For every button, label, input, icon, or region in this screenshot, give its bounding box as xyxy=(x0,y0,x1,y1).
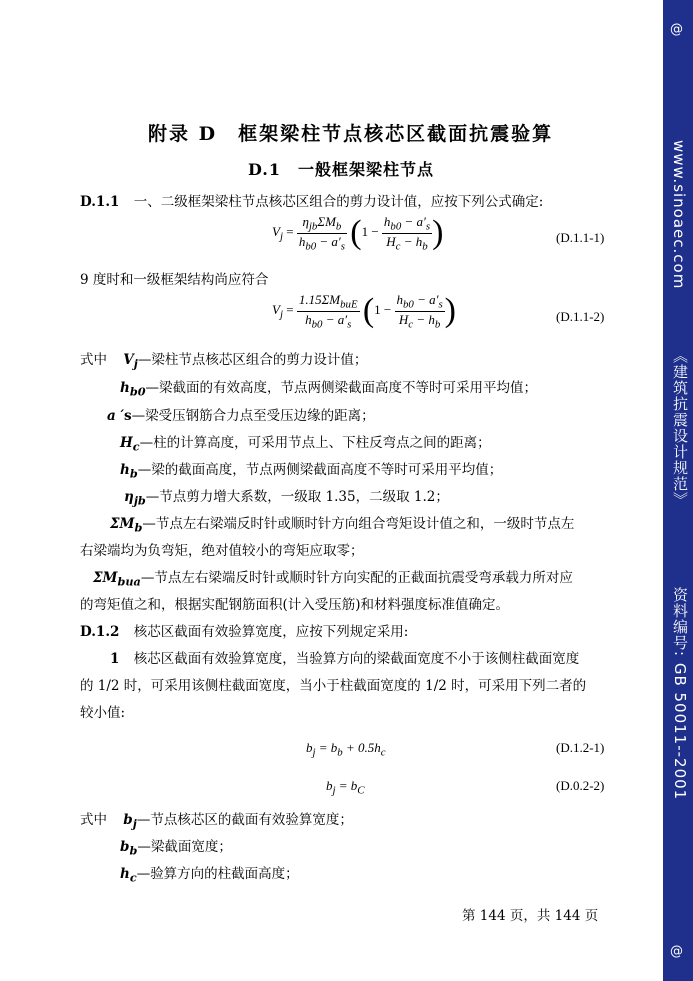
eq-var: b xyxy=(326,778,333,793)
inner-num-minus: − a′ xyxy=(413,292,439,307)
equation-number: (D.1.1-1) xyxy=(556,230,605,245)
doc-code-text: 资料编号: GB 50011--2001 xyxy=(671,587,689,801)
inner-one: 1 − xyxy=(374,302,392,318)
inner-den-minus: − h xyxy=(413,311,435,327)
den-minus: − a′ xyxy=(316,233,341,249)
eq-mid: = b xyxy=(315,740,338,755)
def-symbol-sub: b xyxy=(129,466,138,481)
def-bb xyxy=(120,839,232,859)
coef: 1.15ΣM xyxy=(298,292,341,307)
den-sub: b0 xyxy=(311,318,323,331)
section-title: D.1 一般框架梁柱节点 xyxy=(248,160,435,179)
inner-den-sub: c xyxy=(408,318,414,331)
item-1-line1 xyxy=(110,651,579,667)
def-hb0 xyxy=(120,380,537,400)
eq-sub: C xyxy=(357,784,365,797)
eq-sub: b xyxy=(337,746,343,759)
clause-text: 一、二级框架梁柱节点核芯区组合的剪力设计值，应按下列公式确定: xyxy=(133,194,544,210)
equation-number: (D.1.2-1) xyxy=(556,740,605,755)
def-symbol-sub: j xyxy=(133,356,138,371)
website-text: www.sinoaec.com xyxy=(670,140,688,290)
def-bj xyxy=(80,812,353,832)
clause-text: 核芯区截面有效验算宽度，应按下列规定采用: xyxy=(133,624,409,640)
formula-lhs-sub: j xyxy=(279,230,283,243)
inner-fraction xyxy=(382,214,432,252)
def-symbol-sub: b xyxy=(129,843,138,858)
sum-sub: b xyxy=(335,220,342,233)
def-smbua xyxy=(93,570,573,590)
inner-num-sub: b0 xyxy=(390,220,402,233)
inner-num-sub: b0 xyxy=(403,298,414,311)
inner-num-minus-sub: s xyxy=(425,220,431,233)
inner-num-minus: − a′ xyxy=(401,214,426,229)
def-eta xyxy=(124,489,449,509)
where-label: 式中 xyxy=(80,812,107,828)
clause-number: D.1.2 xyxy=(80,624,120,640)
coef-sub: buE xyxy=(340,298,358,311)
formula-fraction xyxy=(297,214,347,252)
def-text: —梁截面的有效高度，节点两侧梁截面高度不等时可采用平均值； xyxy=(145,380,538,396)
formula-d111-1: $V_j$ = $\frac{\eta_{jb}\Sigma M_b}{h_{b0} - a'_s}$ (1 − $\frac{h_{b0} - a'_s}{H_c - h_b}$ ) xyxy=(272,214,444,253)
def-symbol: ΣM xyxy=(110,516,135,532)
eq-sub: j xyxy=(312,746,316,759)
def-symbol: b xyxy=(120,839,130,855)
inner-num-minus-sub: s xyxy=(438,298,443,311)
inner-fraction xyxy=(395,292,445,330)
doc-title-text: 《建筑抗震设计规范》 xyxy=(671,348,689,508)
nine-degree-text: 9 度时和一级框架结构尚应符合 xyxy=(80,272,269,288)
def-symbol: h xyxy=(120,866,130,882)
den-minus-sub: s xyxy=(340,240,345,253)
bottom-mark: @ xyxy=(670,944,683,959)
formula-d111-2: $V_j$ = $\frac{1.15\Sigma M_{buE}}{h_{b0} - a'_s}$ (1 − $\frac{h_{b0} - a'_s}{H_c - h_b}$ ) xyxy=(272,292,456,331)
def-text: —节点左右梁端反时针或顺时针方向组合弯矩设计值之和，一级时节点左 xyxy=(142,516,575,532)
def-smb-cont: 右梁端均为负弯矩，绝对值较小的弯矩应取零； xyxy=(80,543,364,559)
sum-text: ΣM xyxy=(317,214,336,229)
def-text: —梁柱节点核芯区组合的剪力设计值； xyxy=(137,352,368,368)
def-text: —梁的截面高度，节点两侧梁截面高度不等时可采用平均值； xyxy=(137,462,503,478)
def-hc xyxy=(120,435,491,455)
def-symbol-sub: b xyxy=(134,520,143,535)
def-symbol: ΣM xyxy=(93,570,118,586)
def-symbol: b xyxy=(123,812,133,828)
inner-num: h xyxy=(396,292,403,307)
def-text: —节点核芯区的截面有效验算宽度； xyxy=(136,812,353,828)
def-symbol-sub: b0 xyxy=(129,384,146,399)
formula-d112-1 xyxy=(306,740,386,759)
item-number: 1 xyxy=(110,651,120,667)
formula-lhs: V xyxy=(272,224,280,240)
coef-num: η xyxy=(302,214,309,229)
formula-lhs: V xyxy=(272,302,280,318)
den-minus-sub: s xyxy=(347,318,352,331)
def-symbol: H xyxy=(120,435,133,451)
eq-mid: = b xyxy=(335,778,358,793)
den: h xyxy=(298,233,306,249)
def-vj xyxy=(80,352,367,372)
inner-den-minus-sub: b xyxy=(422,240,428,253)
inner-one: 1 − xyxy=(361,224,379,240)
def-smb xyxy=(110,516,574,536)
inner-den: H xyxy=(386,233,396,249)
clause-number: D.1.1 xyxy=(80,194,120,210)
inner-den: H xyxy=(398,311,409,327)
clause-d111 xyxy=(80,194,543,210)
coef-num-sub: jb xyxy=(308,220,318,233)
eq-tail: + 0.5h xyxy=(342,740,381,755)
def-text: —验算方向的柱截面高度； xyxy=(136,866,299,882)
formula-fraction xyxy=(297,292,360,330)
def-symbol-sub: j xyxy=(132,816,137,831)
def-symbol: V xyxy=(123,352,134,368)
eq-var: b xyxy=(306,740,313,755)
def-symbol-sub: s xyxy=(124,408,132,424)
def-text: —梁受压钢筋合力点至受压边缘的距离； xyxy=(131,408,375,424)
inner-den-sub: c xyxy=(395,240,401,253)
formula-d022 xyxy=(326,778,365,797)
inner-den-minus-sub: b xyxy=(434,318,441,331)
equation-number: (D.1.1-2) xyxy=(556,309,605,324)
def-symbol: a ′ xyxy=(107,408,125,424)
def-hb xyxy=(120,462,502,482)
inner-den-minus: − h xyxy=(400,233,423,249)
inner-num: h xyxy=(383,214,391,229)
formula-lhs-sub: j xyxy=(279,308,283,321)
def-symbol: η xyxy=(124,489,134,505)
def-text: —节点剪力增大系数，一级取 1.35，二级取 1.2； xyxy=(145,489,449,505)
equation-number: (D.0.2-2) xyxy=(556,778,605,793)
eq-sub: j xyxy=(332,784,336,797)
clause-d112 xyxy=(80,624,408,640)
item-1-line3: 较小值: xyxy=(80,705,126,721)
def-symbol: h xyxy=(120,380,130,396)
appendix-title: 附录 D 框架梁柱节点核芯区截面抗震验算 xyxy=(148,123,554,145)
def-symbol: h xyxy=(120,462,130,478)
where-label: 式中 xyxy=(80,352,107,368)
page-footer: 第 144 页，共 144 页 xyxy=(462,908,599,924)
den-minus: − a′ xyxy=(322,311,348,327)
def-text: —节点左右梁端反时针或顺时针方向实配的正截面抗震受弯承载力所对应 xyxy=(140,570,573,586)
den-sub: b0 xyxy=(305,240,317,253)
eq-sub: c xyxy=(380,746,386,759)
den: h xyxy=(305,311,312,327)
def-symbol-sub: jb xyxy=(133,493,146,508)
def-symbol-sub: c xyxy=(129,870,137,885)
def-text: —柱的计算高度，可采用节点上、下柱反弯点之间的距离； xyxy=(139,435,491,451)
def-smbua-cont: 的弯矩值之和，根据实配钢筋面积(计入受压筋)和材料强度标准值确定。 xyxy=(80,597,510,613)
item-text: 核芯区截面有效验算宽度，当验算方向的梁截面宽度不小于该侧柱截面宽度 xyxy=(133,651,580,667)
top-mark: @ xyxy=(670,22,683,37)
item-1-line2: 的 1/2 时，可采用该侧柱截面宽度，当小于柱截面宽度的 1/2 时，可采用下列二者的 xyxy=(80,678,587,694)
def-hc2 xyxy=(120,866,299,886)
def-symbol-sub: bua xyxy=(117,574,141,589)
def-symbol-sub: c xyxy=(132,439,140,454)
def-text: —梁截面宽度； xyxy=(137,839,232,855)
def-as xyxy=(107,408,375,424)
